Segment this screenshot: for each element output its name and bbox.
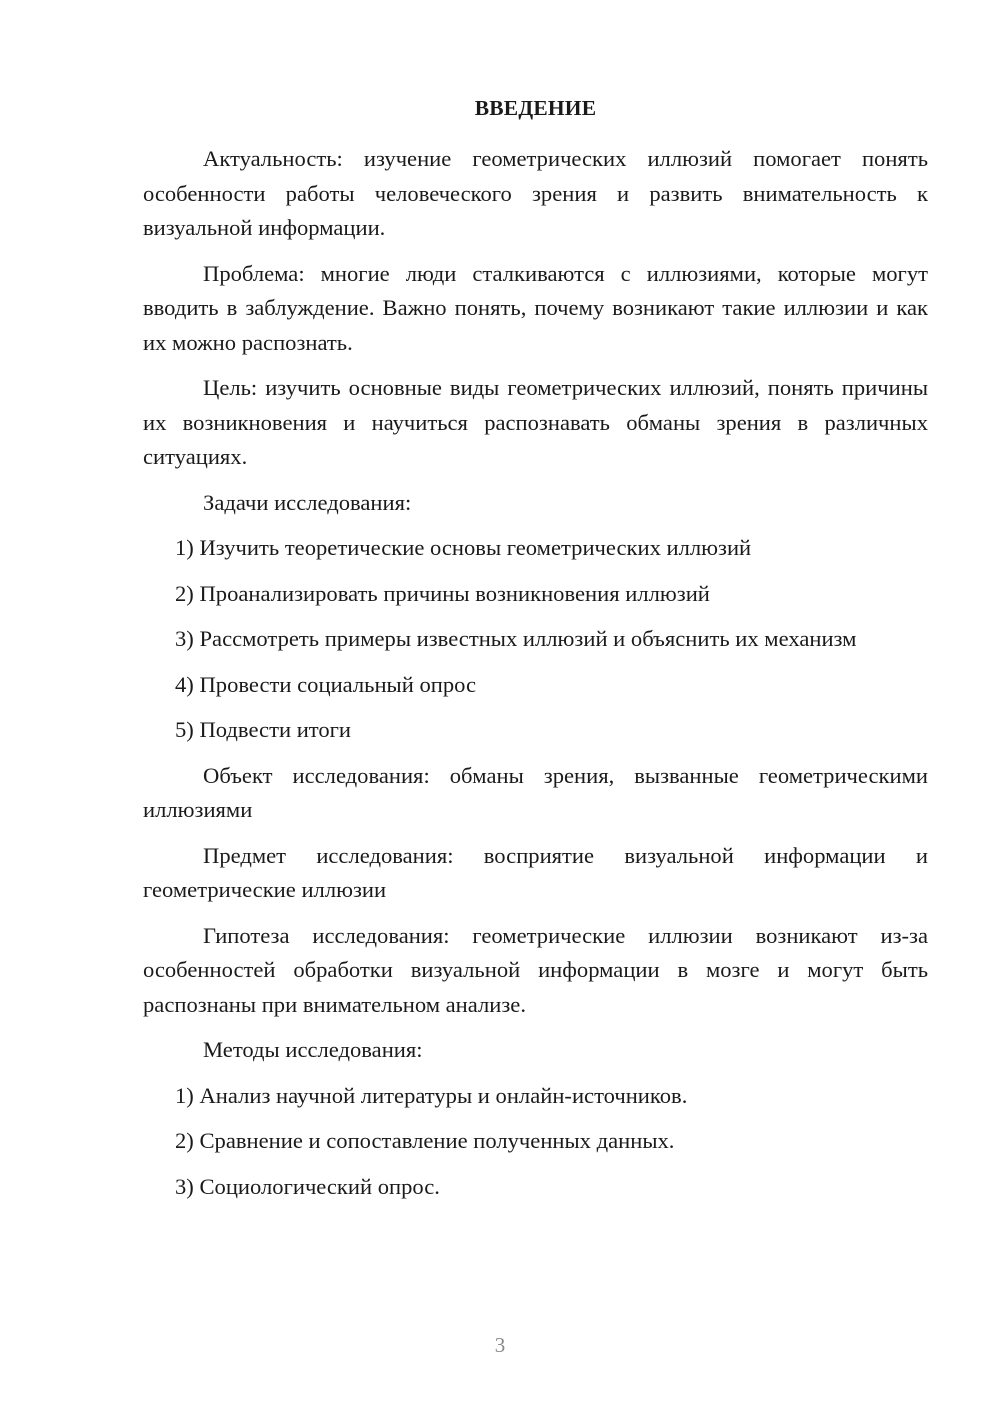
- tasks-list: [143, 531, 928, 748]
- problem-paragraph: Проблема: многие люди сталкиваются с иллюзиями, которые могут вводить в заблуждение. Важно понять, почему возникают такие иллюзии и как их можно распознать.: [143, 260, 928, 355]
- tasks-heading: Задачи исследования:: [203, 489, 412, 515]
- list-item: 3) Социологический опрос.: [175, 1173, 440, 1199]
- document-body: [143, 92, 928, 1215]
- list-item: 2) Проанализировать причины возникновения иллюзий: [175, 580, 710, 606]
- methods-list: [143, 1079, 928, 1205]
- list-item: 1) Анализ научной литературы и онлайн-источников.: [175, 1082, 688, 1108]
- relevance-paragraph: Актуальность: изучение геометрических иллюзий помогает понять особенности работы человеческого зрения и развить внимательность к визуальной информации.: [143, 146, 928, 240]
- list-item: 2) Сравнение и сопоставление полученных данных.: [175, 1128, 675, 1153]
- hypothesis-paragraph: Гипотеза исследования: геометрические иллюзии возникают из-за особенностей обработки визуальной информации в мозге и могут быть распознаны при внимательном анализе.: [143, 922, 928, 1017]
- goal-paragraph: Цель: изучить основные виды геометрических иллюзий, понять причины их возникновения и научиться распознавать обманы зрения в различных ситуациях.: [143, 375, 928, 469]
- object-paragraph: Объект исследования: обманы зрения, вызванные геометрическими иллюзиями: [143, 762, 928, 822]
- list-item: 1) Изучить теоретические основы геометрических иллюзий: [175, 535, 752, 560]
- section-title: ВВЕДЕНИЕ: [474, 96, 597, 120]
- list-item: 5) Подвести итоги: [175, 717, 352, 742]
- list-item: 3) Рассмотреть примеры известных иллюзий и объяснить их механизм: [175, 626, 857, 651]
- list-item: 4) Провести социальный опрос: [175, 671, 477, 697]
- methods-heading: Методы исследования:: [203, 1037, 423, 1062]
- subject-paragraph: Предмет исследования: восприятие визуальной информации и геометрические иллюзии: [143, 842, 928, 902]
- page-number: 3: [494, 1333, 506, 1357]
